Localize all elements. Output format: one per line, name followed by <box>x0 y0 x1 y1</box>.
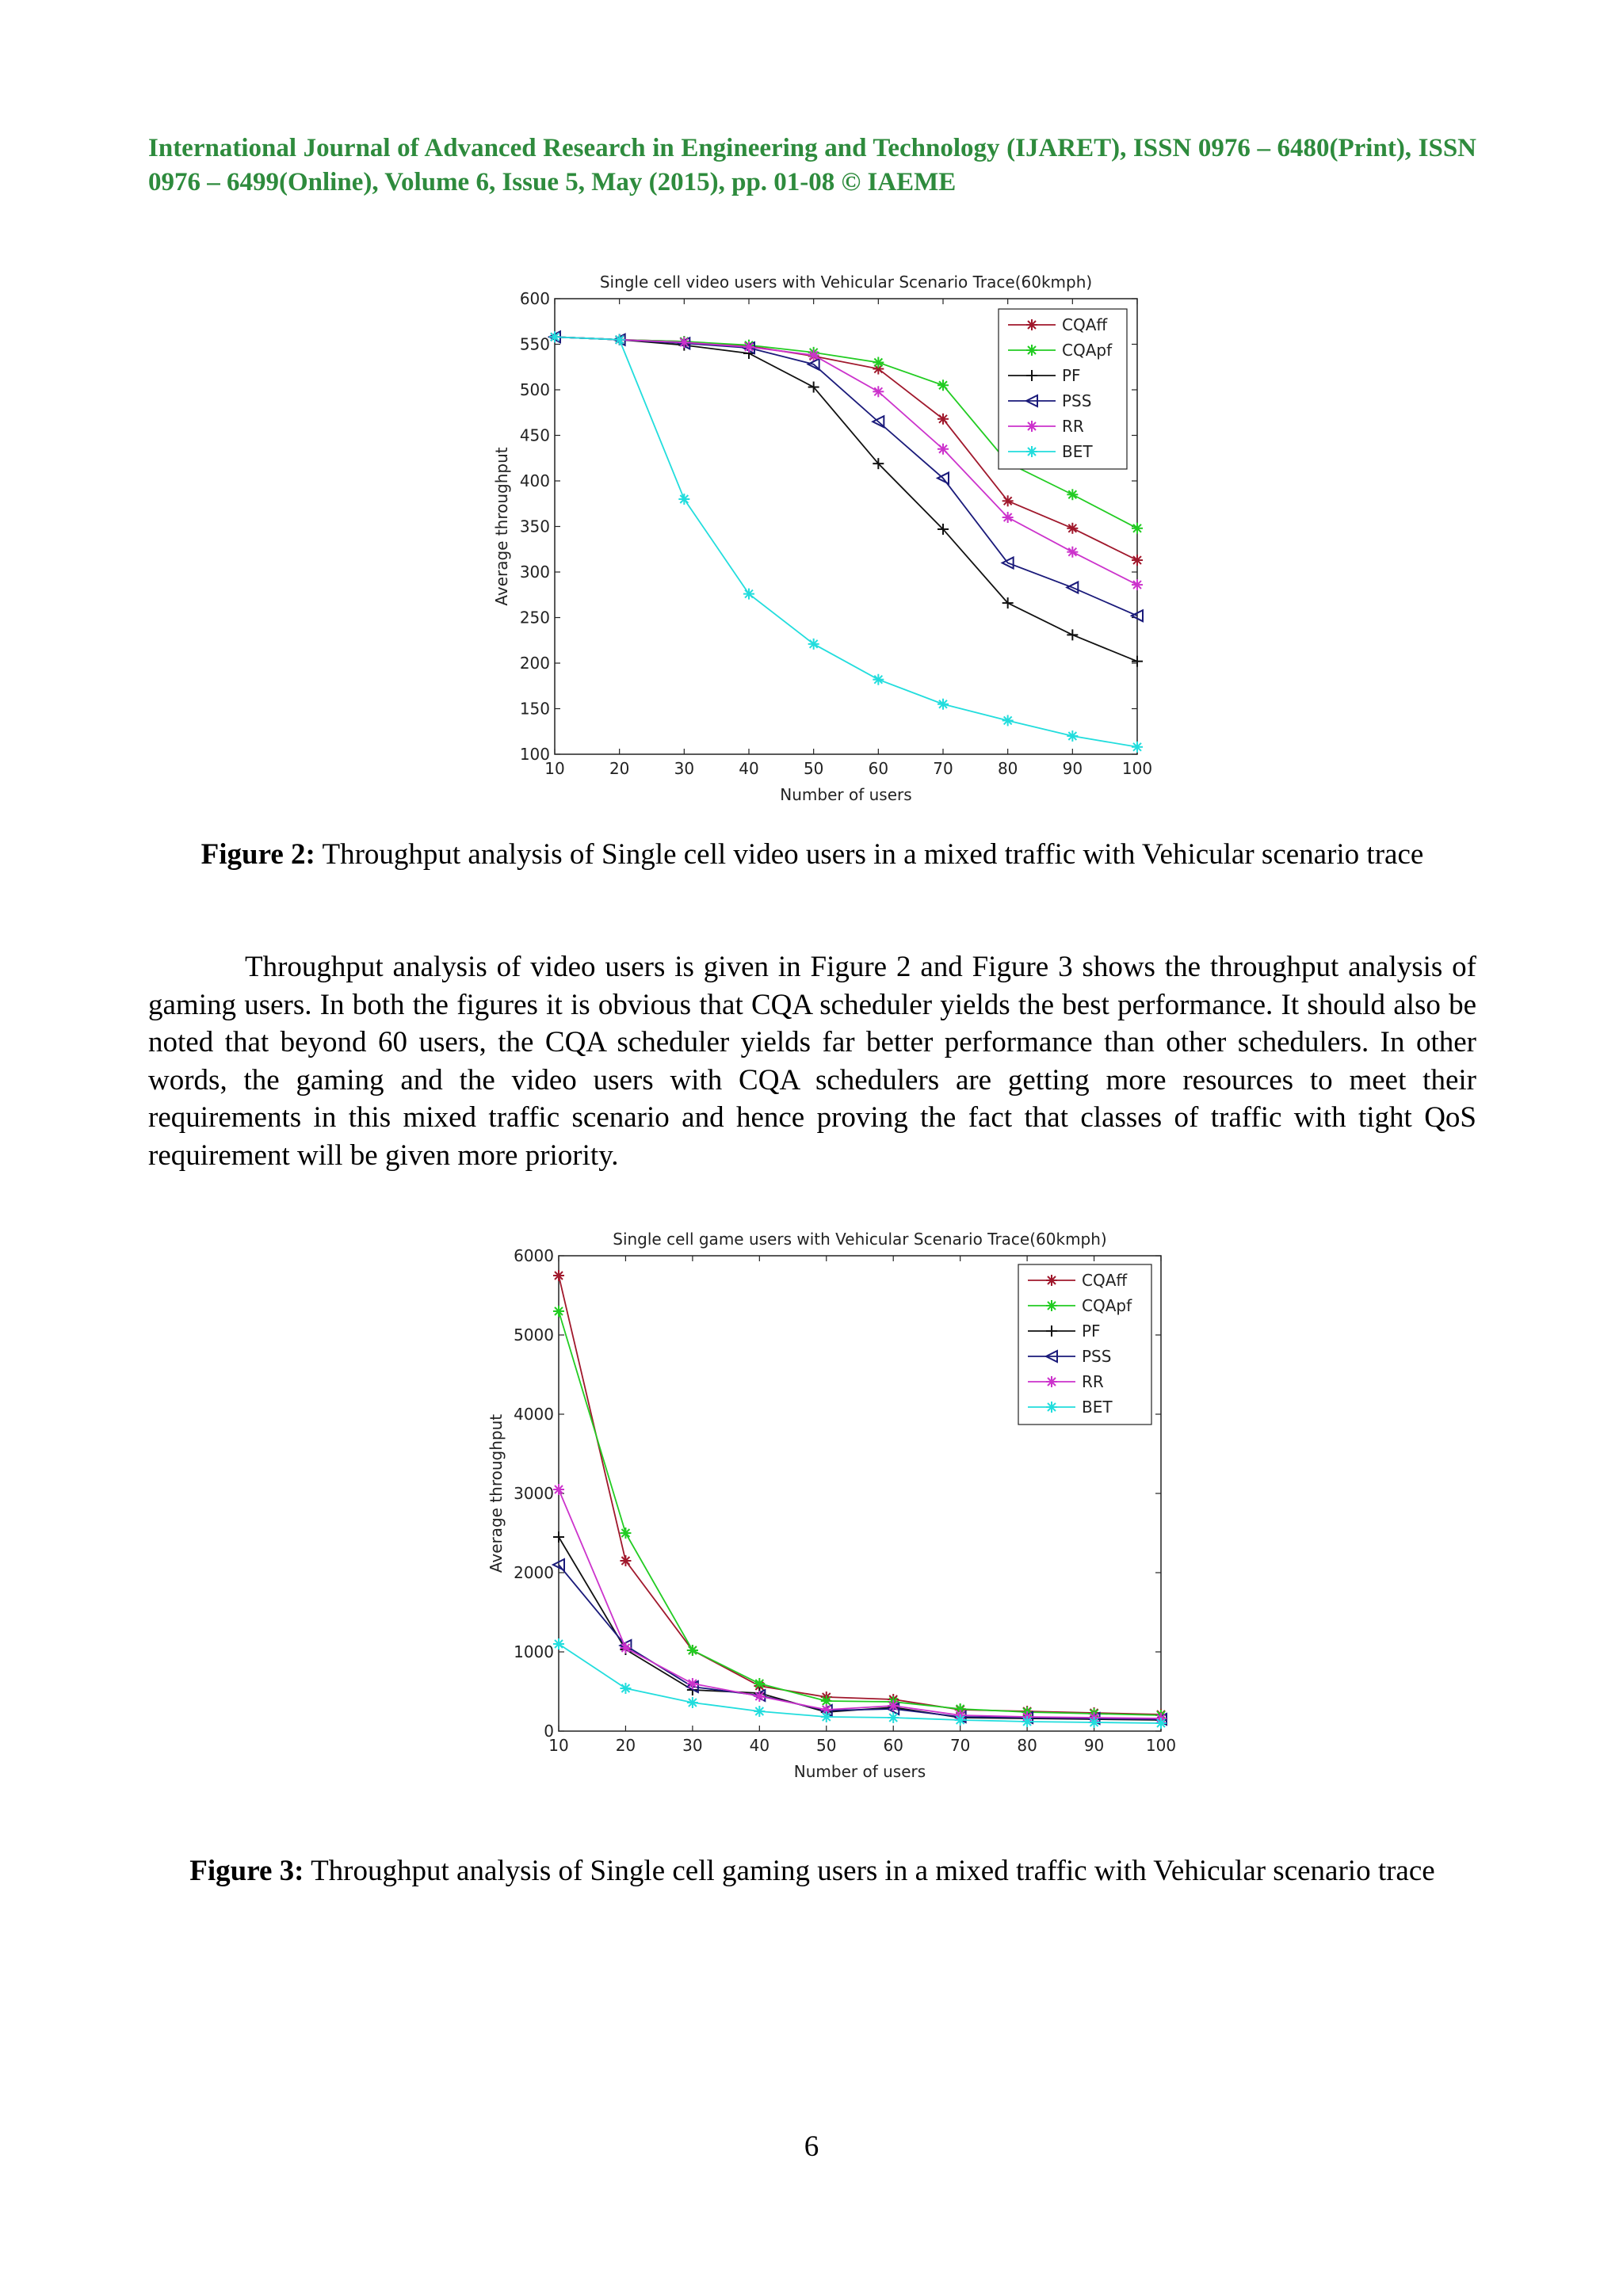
x-tick-label: 20 <box>615 1736 636 1755</box>
data-point-bet <box>955 1714 966 1726</box>
legend-label-bet: BET <box>1062 442 1093 461</box>
x-tick-label: 10 <box>548 1736 569 1755</box>
figure-2-caption-label: Figure 2: <box>200 838 315 871</box>
data-point-bet <box>1002 715 1014 726</box>
x-tick-label: 80 <box>1017 1736 1037 1755</box>
legend-label-bet: BET <box>1082 1398 1113 1417</box>
x-tick-label: 50 <box>816 1736 837 1755</box>
x-tick-label: 40 <box>749 1736 770 1755</box>
y-tick-label: 2000 <box>514 1563 554 1582</box>
y-tick-label: 600 <box>519 289 550 308</box>
x-tick-label: 80 <box>997 759 1018 778</box>
data-point-bet <box>1089 1717 1100 1728</box>
legend-label-pf: PF <box>1082 1322 1101 1341</box>
legend-label-rr: RR <box>1082 1372 1104 1391</box>
data-point-bet <box>808 639 819 650</box>
y-axis-label: Average throughput <box>492 447 511 606</box>
data-point-bet <box>620 1683 631 1694</box>
y-tick-label: 550 <box>519 334 550 354</box>
data-point-rr <box>620 1642 631 1653</box>
legend-label-pss: PSS <box>1082 1347 1112 1366</box>
y-tick-label: 3000 <box>514 1484 554 1503</box>
data-point-bet <box>1155 1718 1167 1729</box>
legend-marker-cqapf <box>1026 345 1037 356</box>
y-tick-label: 200 <box>519 654 550 673</box>
x-tick-label: 90 <box>1062 759 1083 778</box>
legend-label-cqapf: CQApf <box>1062 341 1113 360</box>
legend-label-cqaff: CQAff <box>1082 1271 1128 1290</box>
x-tick-label: 90 <box>1083 1736 1105 1755</box>
y-tick-label: 4000 <box>514 1405 554 1424</box>
legend-label-cqaff: CQAff <box>1062 315 1108 334</box>
data-point-bet <box>687 1697 698 1708</box>
data-point-rr <box>678 337 689 348</box>
data-point-cqapf <box>620 1527 631 1539</box>
y-tick-label: 450 <box>519 425 550 445</box>
x-tick-label: 50 <box>803 759 824 778</box>
y-axis-label: Average throughput <box>487 1413 506 1573</box>
legend-marker-bet <box>1046 1402 1057 1413</box>
data-point-rr <box>743 341 754 353</box>
data-point-rr <box>754 1691 765 1702</box>
x-tick-label: 100 <box>1121 759 1153 778</box>
data-point-bet <box>743 589 754 600</box>
data-point-cqapf <box>938 379 949 391</box>
video-users-line-chart <box>483 263 1165 810</box>
y-tick-label: 350 <box>519 517 550 536</box>
legend-marker-cqaff <box>1046 1275 1057 1286</box>
legend-label-pss: PSS <box>1062 391 1092 410</box>
data-point-cqapf <box>873 357 884 368</box>
data-point-bet <box>549 331 560 342</box>
y-tick-label: 1000 <box>514 1642 554 1661</box>
data-point-cqapf <box>553 1306 564 1317</box>
y-tick-label: 150 <box>519 699 550 719</box>
y-tick-label: 250 <box>519 608 550 627</box>
data-point-bet <box>678 494 689 505</box>
data-point-bet <box>553 1638 564 1650</box>
data-point-bet <box>1132 742 1143 753</box>
data-point-rr <box>873 386 884 397</box>
y-tick-label: 300 <box>519 563 550 582</box>
x-tick-label: 70 <box>933 759 953 778</box>
data-point-rr <box>888 1700 899 1711</box>
data-point-cqaff <box>553 1270 564 1281</box>
y-tick-label: 6000 <box>514 1246 554 1265</box>
figure-2-caption <box>148 836 1476 873</box>
data-point-rr <box>1002 512 1014 523</box>
legend-marker-cqaff <box>1026 319 1037 330</box>
data-point-cqaff <box>1067 523 1078 534</box>
x-tick-label: 10 <box>544 759 565 778</box>
data-point-cqapf <box>1067 489 1078 500</box>
data-point-bet <box>938 699 949 710</box>
legend-label-rr: RR <box>1062 417 1084 436</box>
data-point-bet <box>821 1711 832 1722</box>
data-point-rr <box>938 444 949 455</box>
page-number: 6 <box>804 2130 819 2163</box>
data-point-bet <box>873 674 884 685</box>
data-point-cqaff <box>1002 495 1014 506</box>
x-tick-label: 40 <box>739 759 759 778</box>
y-tick-label: 5000 <box>514 1325 554 1344</box>
data-point-cqaff <box>620 1555 631 1566</box>
legend-label-cqapf: CQApf <box>1082 1296 1132 1315</box>
data-point-cqapf <box>754 1678 765 1689</box>
y-tick-label: 100 <box>519 745 550 764</box>
y-tick-label: 0 <box>544 1722 554 1741</box>
x-axis-label: Number of users <box>793 1762 926 1781</box>
figure-2-chart <box>483 263 1165 810</box>
legend-marker-bet <box>1026 446 1037 457</box>
data-point-bet <box>614 334 625 345</box>
figure-3-caption-text: Throughput analysis of Single cell gaming users in a mixed traffic with Vehicular scenario trace <box>304 1855 1435 1887</box>
game-users-line-chart <box>475 1220 1177 1791</box>
legend-marker-rr <box>1046 1376 1057 1387</box>
data-point-rr <box>808 349 819 360</box>
x-tick-label: 60 <box>883 1736 903 1755</box>
data-point-cqaff <box>938 414 949 425</box>
journal-header: International Journal of Advanced Research in Engineering and Technology (IJARET), ISSN 0976 – 6480(Print), ISSN 0976 – 6499(Online), Volume 6, Issue 5, May (2015), pp. 01-08 © IAEME <box>148 134 1476 196</box>
x-axis-label: Number of users <box>780 785 912 804</box>
figure-2-caption-text: Throughput analysis of Single cell video users in a mixed traffic with Vehicular scenario trace <box>315 838 1424 871</box>
chart-title: Single cell game users with Vehicular Scenario Trace(60kmph) <box>613 1230 1107 1249</box>
data-point-bet <box>1067 730 1078 742</box>
legend-marker-rr <box>1026 421 1037 432</box>
x-tick-label: 70 <box>949 1736 971 1755</box>
x-tick-label: 60 <box>868 759 889 778</box>
chart-title: Single cell video users with Vehicular Scenario Trace(60kmph) <box>599 273 1093 292</box>
figure-3-chart <box>475 1220 1177 1791</box>
data-point-cqapf <box>1132 523 1143 534</box>
data-point-rr <box>1067 547 1078 558</box>
x-tick-label: 30 <box>674 759 695 778</box>
data-point-rr <box>553 1484 564 1495</box>
y-tick-label: 400 <box>519 471 550 490</box>
legend <box>999 309 1127 469</box>
data-point-bet <box>1022 1716 1033 1727</box>
data-point-cqapf <box>687 1645 698 1656</box>
data-point-cqaff <box>1132 555 1143 566</box>
data-point-rr <box>1132 579 1143 590</box>
legend-label-pf: PF <box>1062 366 1081 385</box>
data-point-bet <box>888 1712 899 1723</box>
figure-3-caption-label: Figure 3: <box>189 1855 304 1887</box>
x-tick-label: 30 <box>682 1736 703 1755</box>
y-tick-label: 500 <box>519 380 550 399</box>
figure-3-caption <box>148 1852 1476 1890</box>
legend-marker-cqapf <box>1046 1300 1057 1311</box>
body-paragraph: Throughput analysis of video users is given in Figure 2 and Figure 3 shows the throughput analysis of gaming users. In both the figures it is obvious that CQA scheduler yields the best performance. It should also be noted that beyond 60 users, the CQA scheduler yields far better performance than other schedulers. In other words, the gaming and the video users with CQA schedulers are getting more resources to meet their requirements in this mixed traffic scenario and hence proving the fact that classes of traffic with tight QoS requirement will be given more priority. <box>148 951 1476 1172</box>
data-point-bet <box>754 1706 765 1717</box>
x-tick-label: 100 <box>1145 1736 1177 1755</box>
legend <box>1018 1264 1151 1425</box>
data-point-rr <box>687 1678 698 1689</box>
x-tick-label: 20 <box>609 759 630 778</box>
